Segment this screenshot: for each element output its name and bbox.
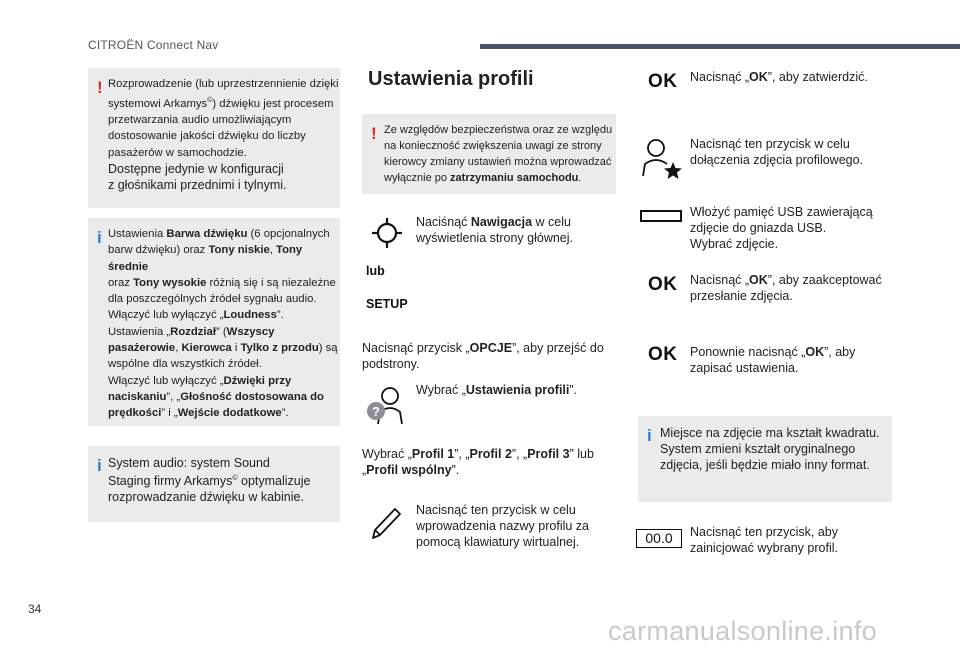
step-attach-photo: Nacisnąć ten przycisk w celu dołączenia zdjęcia profilowego. [690,137,864,167]
info-icon: i [97,228,102,247]
ok-button[interactable]: OK [648,71,678,92]
ok-button[interactable]: OK [648,344,678,365]
header-bar [480,44,960,49]
warning-icon: ! [97,78,103,97]
ok-button[interactable]: OK [648,274,678,295]
info-text: Ustawienia Barwa dźwięku (6 opcjonalnych barw dźwięku) oraz Tony niskie, Tony średnie oraz Tony wysokie różnią się i są niezależne dla poszczególnych źródeł sygnału audio. Włączyć lub wyłączyć „Loudness”. Ustawienia „Rozdział” (Wszyscy pasażerowie, Kierowca i Tylko z przodu) są wspólne dla wszystkich źródeł. Włączyć lub wyłączyć „Dźwięki przy naciskaniu”, „Głośność dostosowana do prędkości” i „Wejście dodatkowe”. [108,228,338,420]
info-box-sound-staging [88,446,340,522]
info-icon: i [647,426,652,445]
add-profile-photo-icon[interactable] [640,138,684,180]
step-select-profile: Wybrać „Profil 1”, „Profil 2”, „Profil 3” lub „Profil wspólny”. [362,447,594,477]
svg-text:?: ? [372,404,380,419]
note-text: Rozprowadzenie (lub uprzestrzennienie dzięki systemowi Arkamys©) dźwięku jest procesem przetwarzania audio umożliwiającym dostosowanie jakości dźwięku do liczby pasażerów w samochodzie. Dostępne jedynie w konfiguracji z głośnikami przednimi i tylnymi. [108,78,339,193]
info-box-sound-settings [88,218,340,426]
header-title: CITROËN Connect Nav [88,38,219,52]
info-icon: i [97,456,102,475]
info-text: System audio: system Sound Staging firmy Arkamys© optymalizuje rozprowadzanie dźwięku w kabinie. [108,456,311,505]
step-save-settings: Ponownie nacisnąć „OK”, aby zapisać ustawienia. [690,345,856,375]
or-label: lub [366,264,385,278]
profile-settings-icon[interactable] [364,384,408,428]
step-reset-profile: Nacisnąć ten przycisk, aby zainicjować wybrany profil. [690,525,838,555]
warning-text: Ze względów bezpieczeństwa oraz ze względu na konieczność zwiększenia uwagi ze strony kierowcy zmiany ustawień można wprowadzać wyłącznie po zatrzymaniu samochodu. [384,124,613,184]
navigation-icon[interactable] [370,216,404,250]
step-navigation: Naciśnąć Nawigacja w celu wyświetlenia strony głównej. [416,215,574,245]
watermark: carmanualsonline.info [608,616,877,646]
note-box-distribution [88,68,340,208]
reset-profile-button[interactable]: 00.0 [636,529,682,548]
warning-box-safety [362,114,616,194]
info-text: Miejsce na zdjęcie ma kształt kwadratu. System zmieni kształt oryginalnego zdjęcia, jeśli będzie miało inny format. [660,426,880,472]
info-box-photo-shape [638,416,892,502]
usb-port-icon [640,210,682,222]
section-title: Ustawienia profili [368,68,534,90]
step-enter-name: Nacisnąć ten przycisk w celu wprowadzenia nazwy profilu za pomocą klawiatury wirtualnej. [416,503,590,549]
pencil-icon[interactable] [368,504,404,542]
page-number: 34 [28,602,42,616]
step-options: Nacisnąć przycisk „OPCJE”, aby przejść do podstrony. [362,341,604,371]
warning-icon: ! [371,124,377,143]
step-accept-upload: Nacisnąć „OK”, aby zaakceptować przesłanie zdjęcia. [690,273,882,303]
step-select-profile-settings: Wybrać „Ustawienia profili”. [416,383,578,397]
step-insert-usb: Włożyć pamięć USB zawierającą zdjęcie do gniazda USB. Wybrać zdjęcie. [690,205,873,251]
step-confirm: Nacisnąć „OK”, aby zatwierdzić. [690,70,868,84]
setup-button[interactable]: SETUP [366,297,408,311]
